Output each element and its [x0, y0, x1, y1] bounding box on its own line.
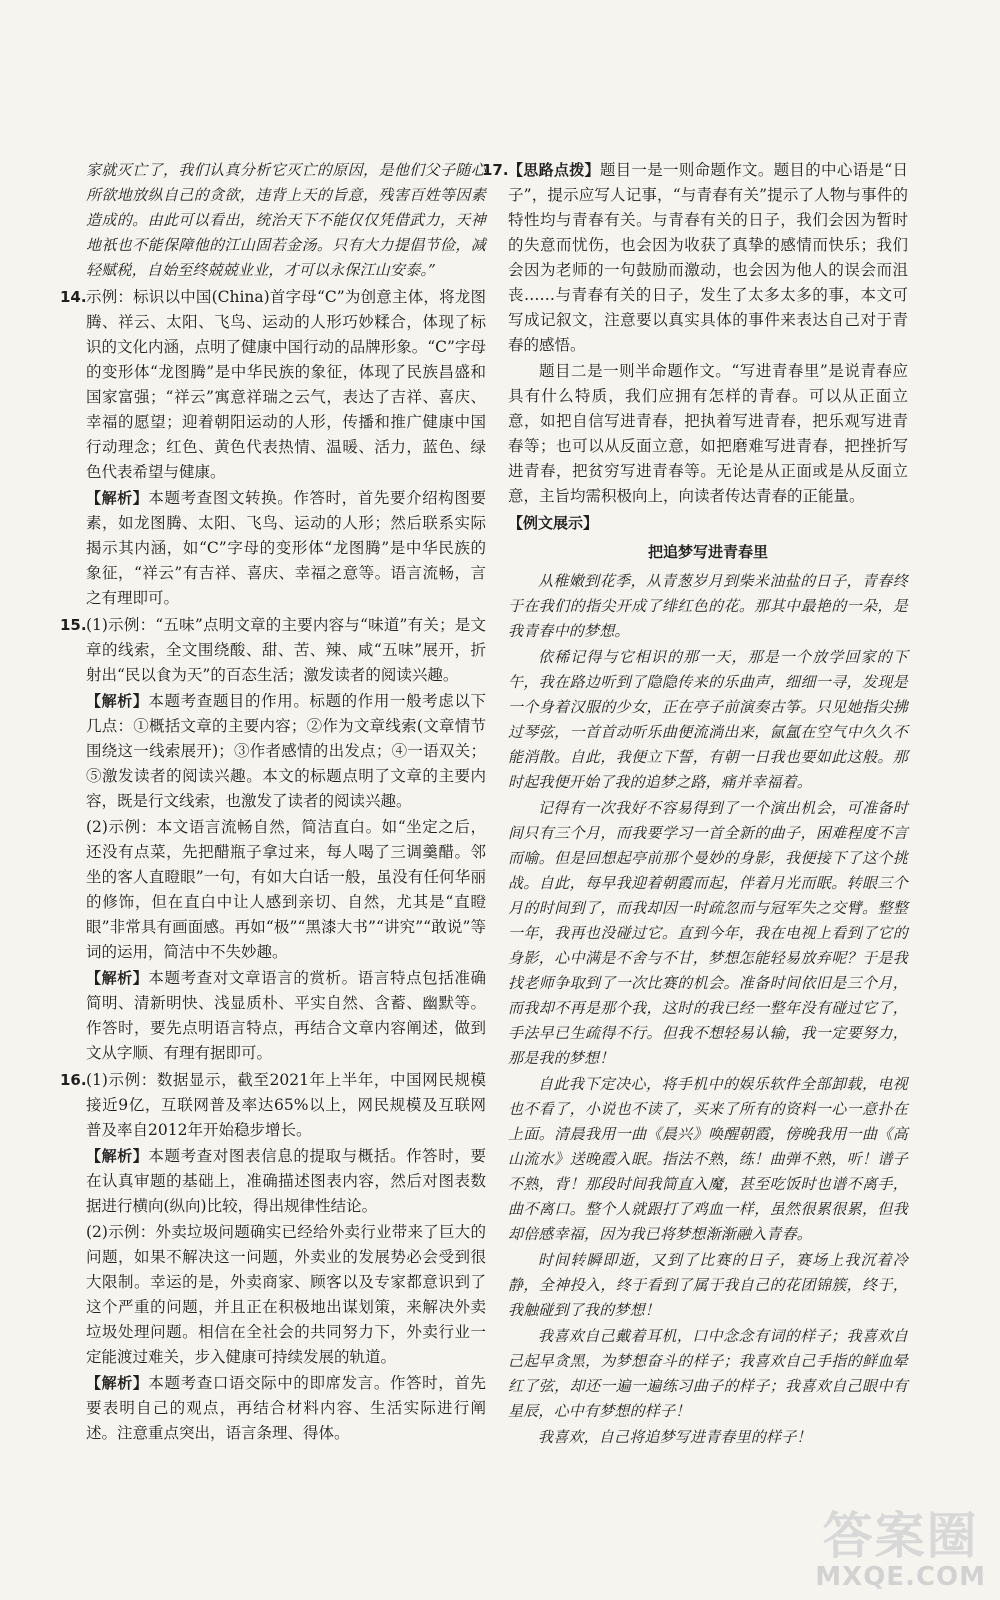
- question-number: 14.: [60, 288, 87, 306]
- analysis-body: 本题考查对图表信息的提取与概括。作答时，要在认真审题的基础上，准确描述图表内容，然后对图表数据进行横向(纵向)比较，得出规律性结论。: [86, 1147, 486, 1215]
- essay-paragraph: 从稚嫩到花季，从青葱岁月到柴米油盐的日子，青春终于在我们的指尖开成了绯红色的花。那其中最艳的一朵，是我青春中的梦想。: [508, 572, 908, 640]
- question-number: 17.: [482, 161, 509, 179]
- watermark-logo: 答案圈: [822, 1507, 979, 1565]
- analysis-body: 本题考查题目的作用。标题的作用一般考虑以下几点：①概括文章的主要内容；②作为文章线索(文章情节围绕这一线索展开)；③作者感情的出发点；④一语双关；⑤激发读者的阅读兴趣。本文的标题点明了文章的主要内容，既是行文线索，也激发了读者的阅读兴趣。: [86, 692, 486, 810]
- essay-paragraph: 依稀记得与它相识的那一天，那是一个放学回家的下午，我在路边听到了隐隐传来的乐曲声，细细一寻，发现是一个身着汉服的少女，正在亭子前演奏古筝。只见她指尖拂过琴弦，一首首动听乐曲便流淌出来，氤氲在空气中久久不能消散。自此，我便立下誓，有朝一日我也要如此这般。那时起我便开始了我的追梦之路，痛并幸福着。: [508, 648, 908, 791]
- question-number: 16.: [60, 1071, 87, 1089]
- answer-text: (1)示例：数据显示，截至2021年上半年，中国网民规模接近9亿，互联网普及率达65%以上，网民规模及互联网普及率自2012年开始稳步增长。: [86, 1071, 486, 1139]
- site-watermark: [815, 1507, 986, 1592]
- essay-body: [508, 569, 908, 1450]
- analysis-text: [86, 689, 486, 814]
- question-16: [60, 1068, 486, 1446]
- tips-tag: 【思路点拨】: [508, 161, 600, 179]
- question-15: [60, 613, 486, 1066]
- analysis-text: [86, 486, 486, 611]
- analysis-tag: 【解析】: [86, 489, 149, 507]
- right-column: [482, 158, 908, 1451]
- analysis-body: 本题考查对文章语言的赏析。语言特点包括准确简明、清新明快、浅显质朴、平实自然、含蓄、幽默等。作答时，要先点明语言特点，再结合文章内容阐述，做到文从字顺、有理有据即可。: [86, 969, 486, 1062]
- answer-text: (2)示例：外卖垃圾问题确实已经给外卖行业带来了巨大的问题，如果不解决这一问题，外卖业的发展势必会受到很大限制。幸运的是，外卖商家、顾客以及专家都意识到了这个严重的问题，并且正在积极地出谋划策，来解决外卖垃圾处理问题。相信在全社会的共同努力下，外卖行业一定能渡过难关，步入健康可持续发展的轨道。: [86, 1223, 486, 1366]
- answer-text: (1)示例：“五味”点明文章的主要内容与“味道”有关；是文章的线索，全文围绕酸、甜、苦、辣、咸“五味”展开，折射出“民以食为天”的百态生活；激发读者的阅读兴趣。: [86, 616, 486, 684]
- analysis-text: [86, 1371, 486, 1446]
- tips-body: 题目一是一则命题作文。题目的中心语是“日子”，提示应写人记事，“与青春有关”提示了人物与事件的特性均与青春有关。与青春有关的日子，我们会因为暂时的失意而忧伤，也会因为收获了真挚的感情而快乐；我们会因为老师的一句鼓励而激动，也会因为他人的误会而沮丧……与青春有关的日子，发生了太多太多的事，本文可写成记叙文，注意要以真实具体的事件来表达自己对于青春的感悟。: [508, 161, 908, 354]
- left-column: [60, 158, 486, 1448]
- analysis-tag: 【解析】: [86, 1374, 149, 1392]
- analysis-body: 本题考查图文转换。作答时，首先要介绍构图要素，如龙图腾、太阳、飞鸟、运动的人形；然后联系实际揭示其内涵，如“C”字母的变形体“龙图腾”是中华民族的象征，“祥云”有吉祥、喜庆、幸福之意等。语言流畅，言之有理即可。: [86, 489, 486, 607]
- analysis-text: [86, 966, 486, 1066]
- tips-text-2: 题目二是一则半命题作文。“写进青春里”是说青春应具有什么特质，我们应拥有怎样的青春。可以从正面立意，如把自信写进青春，把执着写进青春，把乐观写进青春等；也可以从反面立意，如把磨难写进青春，把挫折写进青春，把贫穷写进青春等。无论是从正面或是从反面立意，主旨均需积极向上，向读者传达青春的正能量。: [508, 362, 908, 505]
- analysis-text: [86, 1144, 486, 1219]
- analysis-body: 本题考查口语交际中的即席发言。作答时，首先要表明自己的观点，再结合材料内容、生活实际进行阐述。注意重点突出，语言条理、得体。: [86, 1374, 486, 1442]
- tips-text: [508, 158, 908, 358]
- essay-paragraph: 自此我下定决心，将手机中的娱乐软件全部卸载，电视也不看了，小说也不读了，买来了所有的资料一心一意扑在上面。清晨我用一曲《晨兴》唤醒朝霞，傍晚我用一曲《高山流水》送晚霞入眠。指法不熟，练！曲弹不熟，听！谱子不熟，背！那段时间我简直入魔，甚至吃饭时也谱不离手，曲不离口。整个人就跟打了鸡血一样，虽然很累很累，但我却倍感幸福，因为我已将梦想渐渐融入青春。: [508, 1075, 908, 1243]
- answer-text: 示例：标识以中国(China)首字母“C”为创意主体，将龙图腾、祥云、太阳、飞鸟、运动的人形巧妙糅合，体现了标识的文化内涵，点明了健康中国行动的品牌形象。“C”字母的变形体“龙图腾”是中华民族的象征，体现了民族昌盛和国家富强；“祥云”寓意祥瑞之云气，表达了吉祥、喜庆、幸福的愿望；迎着朝阳运动的人形，传播和推广健康中国行动理念；红色、黄色代表热情、温暖、活力，蓝色、绿色代表希望与健康。: [86, 288, 486, 481]
- essay-paragraph: 记得有一次我好不容易得到了一个演出机会，可准备时间只有三个月，而我要学习一首全新的曲子，困难程度不言而喻。但是回想起亭前那个曼妙的身影，我便接下了这个挑战。自此，每早我迎着朝霞而起，伴着月光而眠。转眼三个月的时间到了，而我却因一时疏忽而与冠军失之交臂。整整一年，我再也没碰过它。直到今年，我在电视上看到了它的身影，心中满是不舍与不甘，梦想怎能轻易放弃呢？于是我找老师争取到了一次比赛的机会。准备时间依旧是三个月，而我却不再是那个我，这时的我已经一整年没有碰过它了，手法早已生疏得不行。但我不想轻易认输，我一定要努力，那是我的梦想！: [508, 799, 908, 1067]
- essay-paragraph: 我喜欢，自己将追梦写进青春里的样子！: [538, 1428, 812, 1446]
- question-17: [482, 158, 908, 509]
- essay-paragraph: 时间转瞬即逝，又到了比赛的日子，赛场上我沉着冷静，全神投入，终于看到了属于我自己的花团锦簇，终于，我触碰到了我的梦想！: [508, 1251, 908, 1319]
- example-tag: 【例文展示】: [508, 514, 599, 532]
- essay-title: 把追梦写进青春里: [647, 543, 768, 561]
- answer-text: (2)示例：本文语言流畅自然，简洁直白。如“坐定之后，还没有点菜，先把醋瓶子拿过来，每人喝了三调羹醋。邻坐的客人直瞪眼”一句，有如大白话一般，虽没有任何华丽的修饰，但在直白中让人感到亲切、自然，尤其是“直瞪眼”非常具有画面感。再如“极”“黑漆大书”“讲究”“敢说”等词的运用，简洁中不失妙趣。: [86, 818, 486, 961]
- question-14: [60, 285, 486, 611]
- classical-translation-end: 家就灭亡了，我们认真分析它灭亡的原因，是他们父子随心所欲地放纵自己的贪欲，违背上天的旨意，残害百姓等因素造成的。由此可以看出，统治天下不能仅仅凭借武力，天神地祇也不能保障他的江山固若金汤。只有大力提倡节俭，减轻赋税，自始至终兢兢业业，才可以永保江山安泰。”: [86, 161, 486, 279]
- essay-paragraph: 我喜欢自己戴着耳机，口中念念有词的样子；我喜欢自己起早贪黑，为梦想奋斗的样子；我喜欢自己手指的鲜血晕红了弦，却还一遍一遍练习曲子的样子；我喜欢自己眼中有星辰，心中有梦想的样子！: [508, 1327, 908, 1420]
- analysis-tag: 【解析】: [86, 969, 149, 987]
- question-number: 15.: [60, 616, 87, 634]
- watermark-url: MXQE.COM: [815, 1562, 986, 1592]
- analysis-tag: 【解析】: [86, 1147, 149, 1165]
- analysis-tag: 【解析】: [86, 692, 149, 710]
